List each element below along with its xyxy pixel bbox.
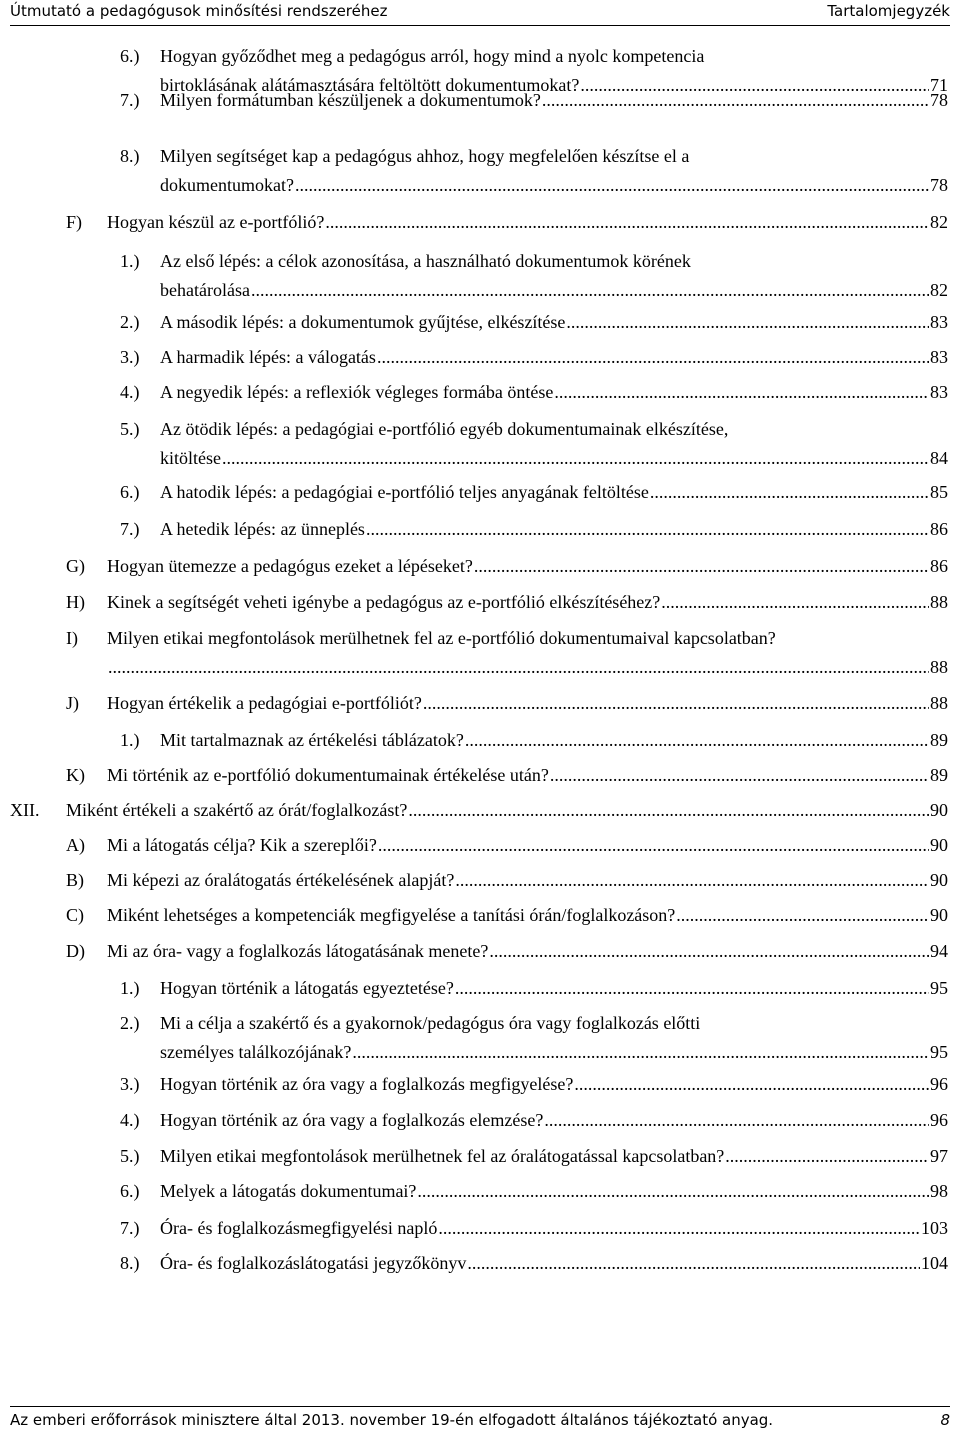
toc-entry-title: Miként értékeli a szakértő az órát/foglalkozást? bbox=[66, 800, 408, 820]
toc-entry[interactable] bbox=[120, 977, 948, 999]
toc-entry[interactable] bbox=[120, 145, 948, 196]
toc-entry-number: 2.) bbox=[120, 312, 140, 332]
toc-entry-number: D) bbox=[66, 941, 85, 961]
toc-entry[interactable] bbox=[66, 692, 948, 714]
toc-entry-page: 71 bbox=[930, 75, 948, 95]
dot-leader bbox=[676, 904, 929, 926]
toc-entry-page: 83 bbox=[930, 312, 948, 332]
toc-entry-page: 78 bbox=[930, 90, 948, 110]
toc-entry-number: 1.) bbox=[120, 978, 140, 998]
toc-entry-page: 98 bbox=[930, 1181, 948, 1201]
toc-entry-title: Az első lépés: a célok azonosítása, a használható dokumentumok körének bbox=[160, 251, 691, 271]
toc-entry-number: 8.) bbox=[120, 1253, 140, 1273]
toc-entry[interactable] bbox=[66, 764, 948, 786]
toc-entry-title: Mi az óra- vagy a foglalkozás látogatásának menete? bbox=[107, 941, 489, 961]
dot-leader bbox=[650, 481, 929, 503]
toc-entry-number: 1.) bbox=[120, 730, 140, 750]
dot-leader bbox=[566, 311, 929, 333]
dot-leader bbox=[550, 764, 929, 786]
dot-leader bbox=[352, 1041, 929, 1063]
toc-entry-title: személyes találkozójának? bbox=[160, 1042, 352, 1062]
footer-note: Az emberi erőforrások minisztere által 2013. november 19-én elfogadott általános tájékoztató anyag. bbox=[10, 1411, 774, 1429]
toc-entry-number: XII. bbox=[10, 800, 40, 820]
toc-entry-page: 94 bbox=[930, 941, 948, 961]
toc-entry[interactable] bbox=[66, 834, 948, 856]
dot-leader bbox=[455, 869, 929, 891]
toc-entry-title: Kinek a segítségét veheti igénybe a pedagógus az e-portfólió elkészítéséhez? bbox=[107, 592, 661, 612]
dot-leader bbox=[295, 174, 929, 196]
dot-leader bbox=[465, 729, 929, 751]
dot-leader bbox=[108, 656, 929, 678]
toc-entry-title: Miként lehetséges a kompetenciák megfigyelése a tanítási órán/foglalkozáson? bbox=[107, 905, 676, 925]
toc-entry-number: 6.) bbox=[120, 46, 140, 66]
toc-entry-number: A) bbox=[66, 835, 85, 855]
toc-entry-number: 4.) bbox=[120, 382, 140, 402]
toc-entry[interactable] bbox=[120, 518, 948, 540]
toc-entry-page: 97 bbox=[930, 1146, 948, 1166]
dot-leader bbox=[661, 591, 929, 613]
toc-entry-number: 6.) bbox=[120, 482, 140, 502]
toc-entry-title: Mit tartalmaznak az értékelési táblázatok? bbox=[160, 730, 464, 750]
toc-entry-page: 90 bbox=[930, 870, 948, 890]
toc-entry-number: 7.) bbox=[120, 90, 140, 110]
toc-entry[interactable] bbox=[120, 481, 948, 503]
toc-entry-number: F) bbox=[66, 212, 83, 232]
dot-leader bbox=[408, 799, 929, 821]
toc-entry-number: H) bbox=[66, 592, 85, 612]
toc-entry-title: Óra- és foglalkozásmegfigyelési napló bbox=[160, 1218, 438, 1238]
toc-entry-title: Hogyan győződhet meg a pedagógus arról, hogy mind a nyolc kompetencia bbox=[160, 46, 705, 66]
toc-entry-title: Milyen etikai megfontolások merülhetnek fel az e-portfólió dokumentumaival kapcsolatban? bbox=[107, 628, 776, 648]
dot-leader bbox=[417, 1180, 929, 1202]
toc-entry-page: 95 bbox=[930, 978, 948, 998]
toc-entry-number: 3.) bbox=[120, 1074, 140, 1094]
toc-entry[interactable] bbox=[120, 1073, 948, 1095]
toc-entry[interactable] bbox=[120, 381, 948, 403]
toc-entry-number: 7.) bbox=[120, 1218, 140, 1238]
dot-leader bbox=[554, 381, 929, 403]
dot-leader bbox=[378, 834, 929, 856]
toc-entry-number: 3.) bbox=[120, 347, 140, 367]
toc-entry-number: G) bbox=[66, 556, 85, 576]
toc-entry-title: Melyek a látogatás dokumentumai? bbox=[160, 1181, 417, 1201]
toc-entry[interactable] bbox=[120, 250, 948, 301]
toc-entry-title: Hogyan történik az óra vagy a foglalkozás megfigyelése? bbox=[160, 1074, 574, 1094]
toc-entry[interactable] bbox=[66, 555, 948, 577]
header-section: Tartalomjegyzék bbox=[827, 2, 950, 20]
toc-entry-page: 104 bbox=[921, 1253, 948, 1273]
dot-leader bbox=[377, 346, 929, 368]
dot-leader bbox=[438, 1217, 920, 1239]
toc-entry-title: dokumentumokat? bbox=[160, 175, 294, 195]
toc-entry-page: 96 bbox=[930, 1074, 948, 1094]
dot-leader bbox=[423, 692, 929, 714]
toc-entry[interactable] bbox=[120, 729, 948, 751]
toc-entry-title: Mi történik az e-portfólió dokumentumainak értékelése után? bbox=[107, 765, 549, 785]
toc-entry-page: 82 bbox=[930, 280, 948, 300]
toc-entry-page: 90 bbox=[930, 905, 948, 925]
toc-entry-number: C) bbox=[66, 905, 84, 925]
toc-entry[interactable] bbox=[66, 869, 948, 891]
header-title: Útmutató a pedagógusok minősítési rendszeréhez bbox=[10, 2, 388, 20]
dot-leader bbox=[544, 1109, 929, 1131]
toc-entry-page: 86 bbox=[930, 556, 948, 576]
toc-entry-number: 1.) bbox=[120, 251, 140, 271]
toc-entry-title: Milyen formátumban készüljenek a dokumentumok? bbox=[160, 90, 541, 110]
toc-entry-number: J) bbox=[66, 693, 79, 713]
toc-entry-number: 2.) bbox=[120, 1013, 140, 1033]
dot-leader bbox=[542, 89, 929, 111]
toc-entry-title: behatárolása bbox=[160, 280, 250, 300]
toc-entry-title: birtoklásának alátámasztására feltöltött dokumentumokat? bbox=[160, 75, 580, 95]
toc-entry-title: Hogyan ütemezze a pedagógus ezeket a lépéseket? bbox=[107, 556, 473, 576]
toc-entry-page: 88 bbox=[930, 657, 948, 677]
toc-entry-title: Hogyan értékelik a pedagógiai e-portfóliót? bbox=[107, 693, 422, 713]
dot-leader bbox=[455, 977, 929, 999]
page-footer bbox=[10, 1406, 950, 1431]
toc-entry-number: K) bbox=[66, 765, 85, 785]
toc-entry-title: Az ötödik lépés: a pedagógiai e-portfólió egyéb dokumentumainak elkészítése, bbox=[160, 419, 729, 439]
toc-entry-title: A harmadik lépés: a válogatás bbox=[160, 347, 376, 367]
toc-entry-title: Mi képezi az óralátogatás értékelésének alapját? bbox=[107, 870, 455, 890]
toc-entry[interactable] bbox=[66, 591, 948, 613]
toc-entry[interactable] bbox=[120, 1109, 948, 1131]
toc-entry-page: 88 bbox=[930, 592, 948, 612]
toc-entry-title: Milyen segítséget kap a pedagógus ahhoz, hogy megfelelően készítse el a bbox=[160, 146, 690, 166]
toc-entry-title: A hatodik lépés: a pedagógiai e-portfólió teljes anyagának feltöltése bbox=[160, 482, 649, 502]
toc-entry-page: 96 bbox=[930, 1110, 948, 1130]
toc-entry-number: I) bbox=[66, 628, 78, 648]
toc-entry-page: 84 bbox=[930, 448, 948, 468]
toc-entry-title: Hogyan történik a látogatás egyeztetése? bbox=[160, 978, 454, 998]
dot-leader bbox=[474, 555, 929, 577]
toc-entry[interactable] bbox=[120, 311, 948, 333]
toc-entry-number: 7.) bbox=[120, 519, 140, 539]
page-header bbox=[10, 0, 950, 26]
toc-entry-number: 5.) bbox=[120, 1146, 140, 1166]
toc-entry-page: 90 bbox=[930, 800, 948, 820]
toc-entry[interactable] bbox=[66, 904, 948, 926]
toc-entry-page: 88 bbox=[930, 693, 948, 713]
toc-entry-page: 89 bbox=[930, 765, 948, 785]
dot-leader bbox=[325, 211, 929, 233]
toc-entry-page: 85 bbox=[930, 482, 948, 502]
toc-entry-page: 95 bbox=[930, 1042, 948, 1062]
toc-entry-title: A hetedik lépés: az ünneplés bbox=[160, 519, 365, 539]
toc-entry-page: 82 bbox=[930, 212, 948, 232]
toc-entry[interactable] bbox=[120, 1252, 948, 1274]
toc-entry-page: 86 bbox=[930, 519, 948, 539]
toc-entry[interactable] bbox=[120, 1180, 948, 1202]
page-number: 8 bbox=[940, 1411, 950, 1429]
toc-entry-number: B) bbox=[66, 870, 84, 890]
toc-entry-page: 103 bbox=[921, 1218, 948, 1238]
toc-entry-title: Milyen etikai megfontolások merülhetnek fel az óralátogatással kapcsolatban? bbox=[160, 1146, 725, 1166]
toc-entry[interactable] bbox=[66, 940, 948, 962]
toc-entry-title: A második lépés: a dokumentumok gyűjtése, elkészítése bbox=[160, 312, 566, 332]
dot-leader bbox=[467, 1252, 920, 1274]
dot-leader bbox=[725, 1145, 929, 1167]
toc-entry[interactable] bbox=[120, 1012, 948, 1063]
toc-entry-title: Óra- és foglalkozáslátogatási jegyzőkönyv bbox=[160, 1253, 467, 1273]
toc-entry-page: 78 bbox=[930, 175, 948, 195]
dot-leader bbox=[222, 447, 929, 469]
toc-entry[interactable] bbox=[66, 211, 948, 233]
toc-entry-number: 6.) bbox=[120, 1181, 140, 1201]
toc-entry[interactable] bbox=[120, 346, 948, 368]
toc-entry[interactable] bbox=[120, 1217, 948, 1239]
toc-entry-title: Mi a célja a szakértő és a gyakornok/pedagógus óra vagy foglalkozás előtti bbox=[160, 1013, 701, 1033]
toc-entry-page: 83 bbox=[930, 347, 948, 367]
toc-entry-title: kitöltése bbox=[160, 448, 221, 468]
toc-entry-number: 4.) bbox=[120, 1110, 140, 1130]
toc-entry-page: 89 bbox=[930, 730, 948, 750]
dot-leader bbox=[489, 940, 929, 962]
toc-entry-title: Hogyan történik az óra vagy a foglalkozás elemzése? bbox=[160, 1110, 544, 1130]
toc-entry-number: 5.) bbox=[120, 419, 140, 439]
toc-entry[interactable] bbox=[120, 89, 948, 111]
toc-entry[interactable] bbox=[120, 1145, 948, 1167]
toc-entry-title: Mi a látogatás célja? Kik a szereplői? bbox=[107, 835, 377, 855]
toc-entry-title: Hogyan készül az e-portfólió? bbox=[107, 212, 325, 232]
toc-entry-page: 90 bbox=[930, 835, 948, 855]
toc-entry-page: 83 bbox=[930, 382, 948, 402]
toc-entry[interactable] bbox=[120, 418, 948, 469]
dot-leader bbox=[574, 1073, 929, 1095]
toc-entry-number: 8.) bbox=[120, 146, 140, 166]
dot-leader bbox=[251, 279, 929, 301]
dot-leader bbox=[366, 518, 929, 540]
toc-entry-title: A negyedik lépés: a reflexiók végleges formába öntése bbox=[160, 382, 554, 402]
toc-entry[interactable] bbox=[10, 799, 948, 821]
toc-entry[interactable] bbox=[66, 627, 948, 678]
